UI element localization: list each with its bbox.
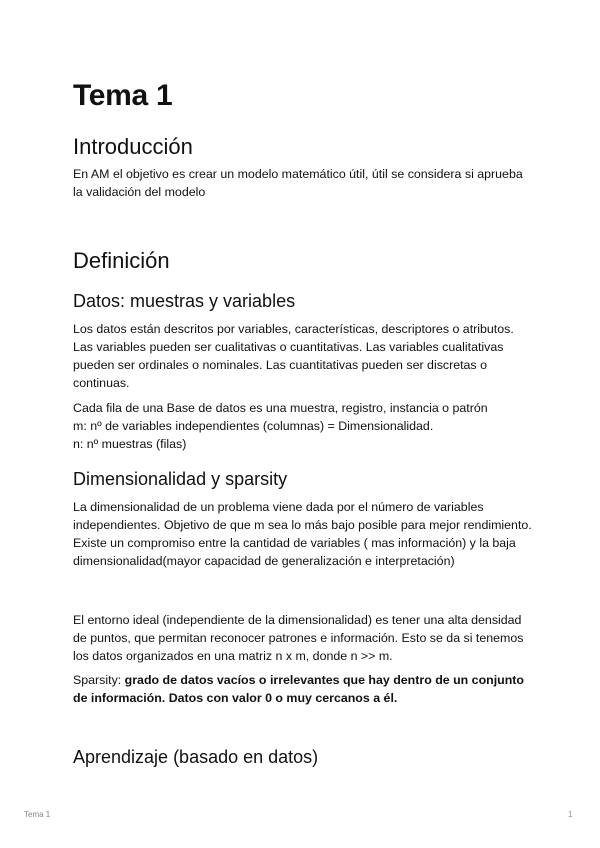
sparsity-definition: grado de datos vacíos o irrelevantes que hay dentro de un conjunto de información. Datos con valor 0 o muy cercanos a él. [73,673,524,705]
sparsity-label: Sparsity: [73,673,122,687]
paragraph-dimensionalidad: La dimensionalidad de un problema viene dada por el número de variables independientes. Objetivo de que m sea lo más bajo posible para mejor rendimiento. Existe un compromiso entre la cantidad de variables ( mas información) y la baja dimensionalidad(mayor capacidad de generalización e interpretación) [73,500,532,568]
heading-introduccion: Introducción [73,134,193,159]
paragraph-sparsity [73,671,533,707]
heading-dimensionalidad: Dimensionalidad y sparsity [73,469,288,489]
line-m-definition: m: nº de variables independientes (columnas) = Dimensionalidad. [73,419,434,433]
heading-aprendizaje: Aprendizaje (basado en datos) [73,747,319,767]
paragraph-introduccion: En AM el objetivo es crear un modelo matemático útil, útil se considera si aprueba la validación del modelo [73,167,523,199]
footer-page-number: 1 [568,810,573,819]
line-n-definition: n: nº muestras (filas) [73,437,187,451]
page-title: Tema 1 [73,79,173,112]
footer-doc-title: Tema 1 [24,810,51,819]
line-fila: Cada fila de una Base de datos es una muestra, registro, instancia o patrón [73,401,488,415]
heading-definicion: Definición [73,248,170,273]
paragraph-datos: Los datos están descritos por variables, características, descriptores o atributos. Las variables pueden ser cualitativas o cuantitativas. Las variables cualitativas pueden ser ordinales o nominales. Las cuantitativas pueden ser discretas o continuas. [73,322,514,390]
paragraph-entorno: El entorno ideal (independiente de la dimensionalidad) es tener una alta densidad de puntos, que permitan reconocer patrones e información. Esto se da si tenemos los datos organizados en una matriz n x m, donde n >> m. [73,613,524,663]
heading-datos: Datos: muestras y variables [73,291,296,311]
paragraph-filas [73,399,488,453]
